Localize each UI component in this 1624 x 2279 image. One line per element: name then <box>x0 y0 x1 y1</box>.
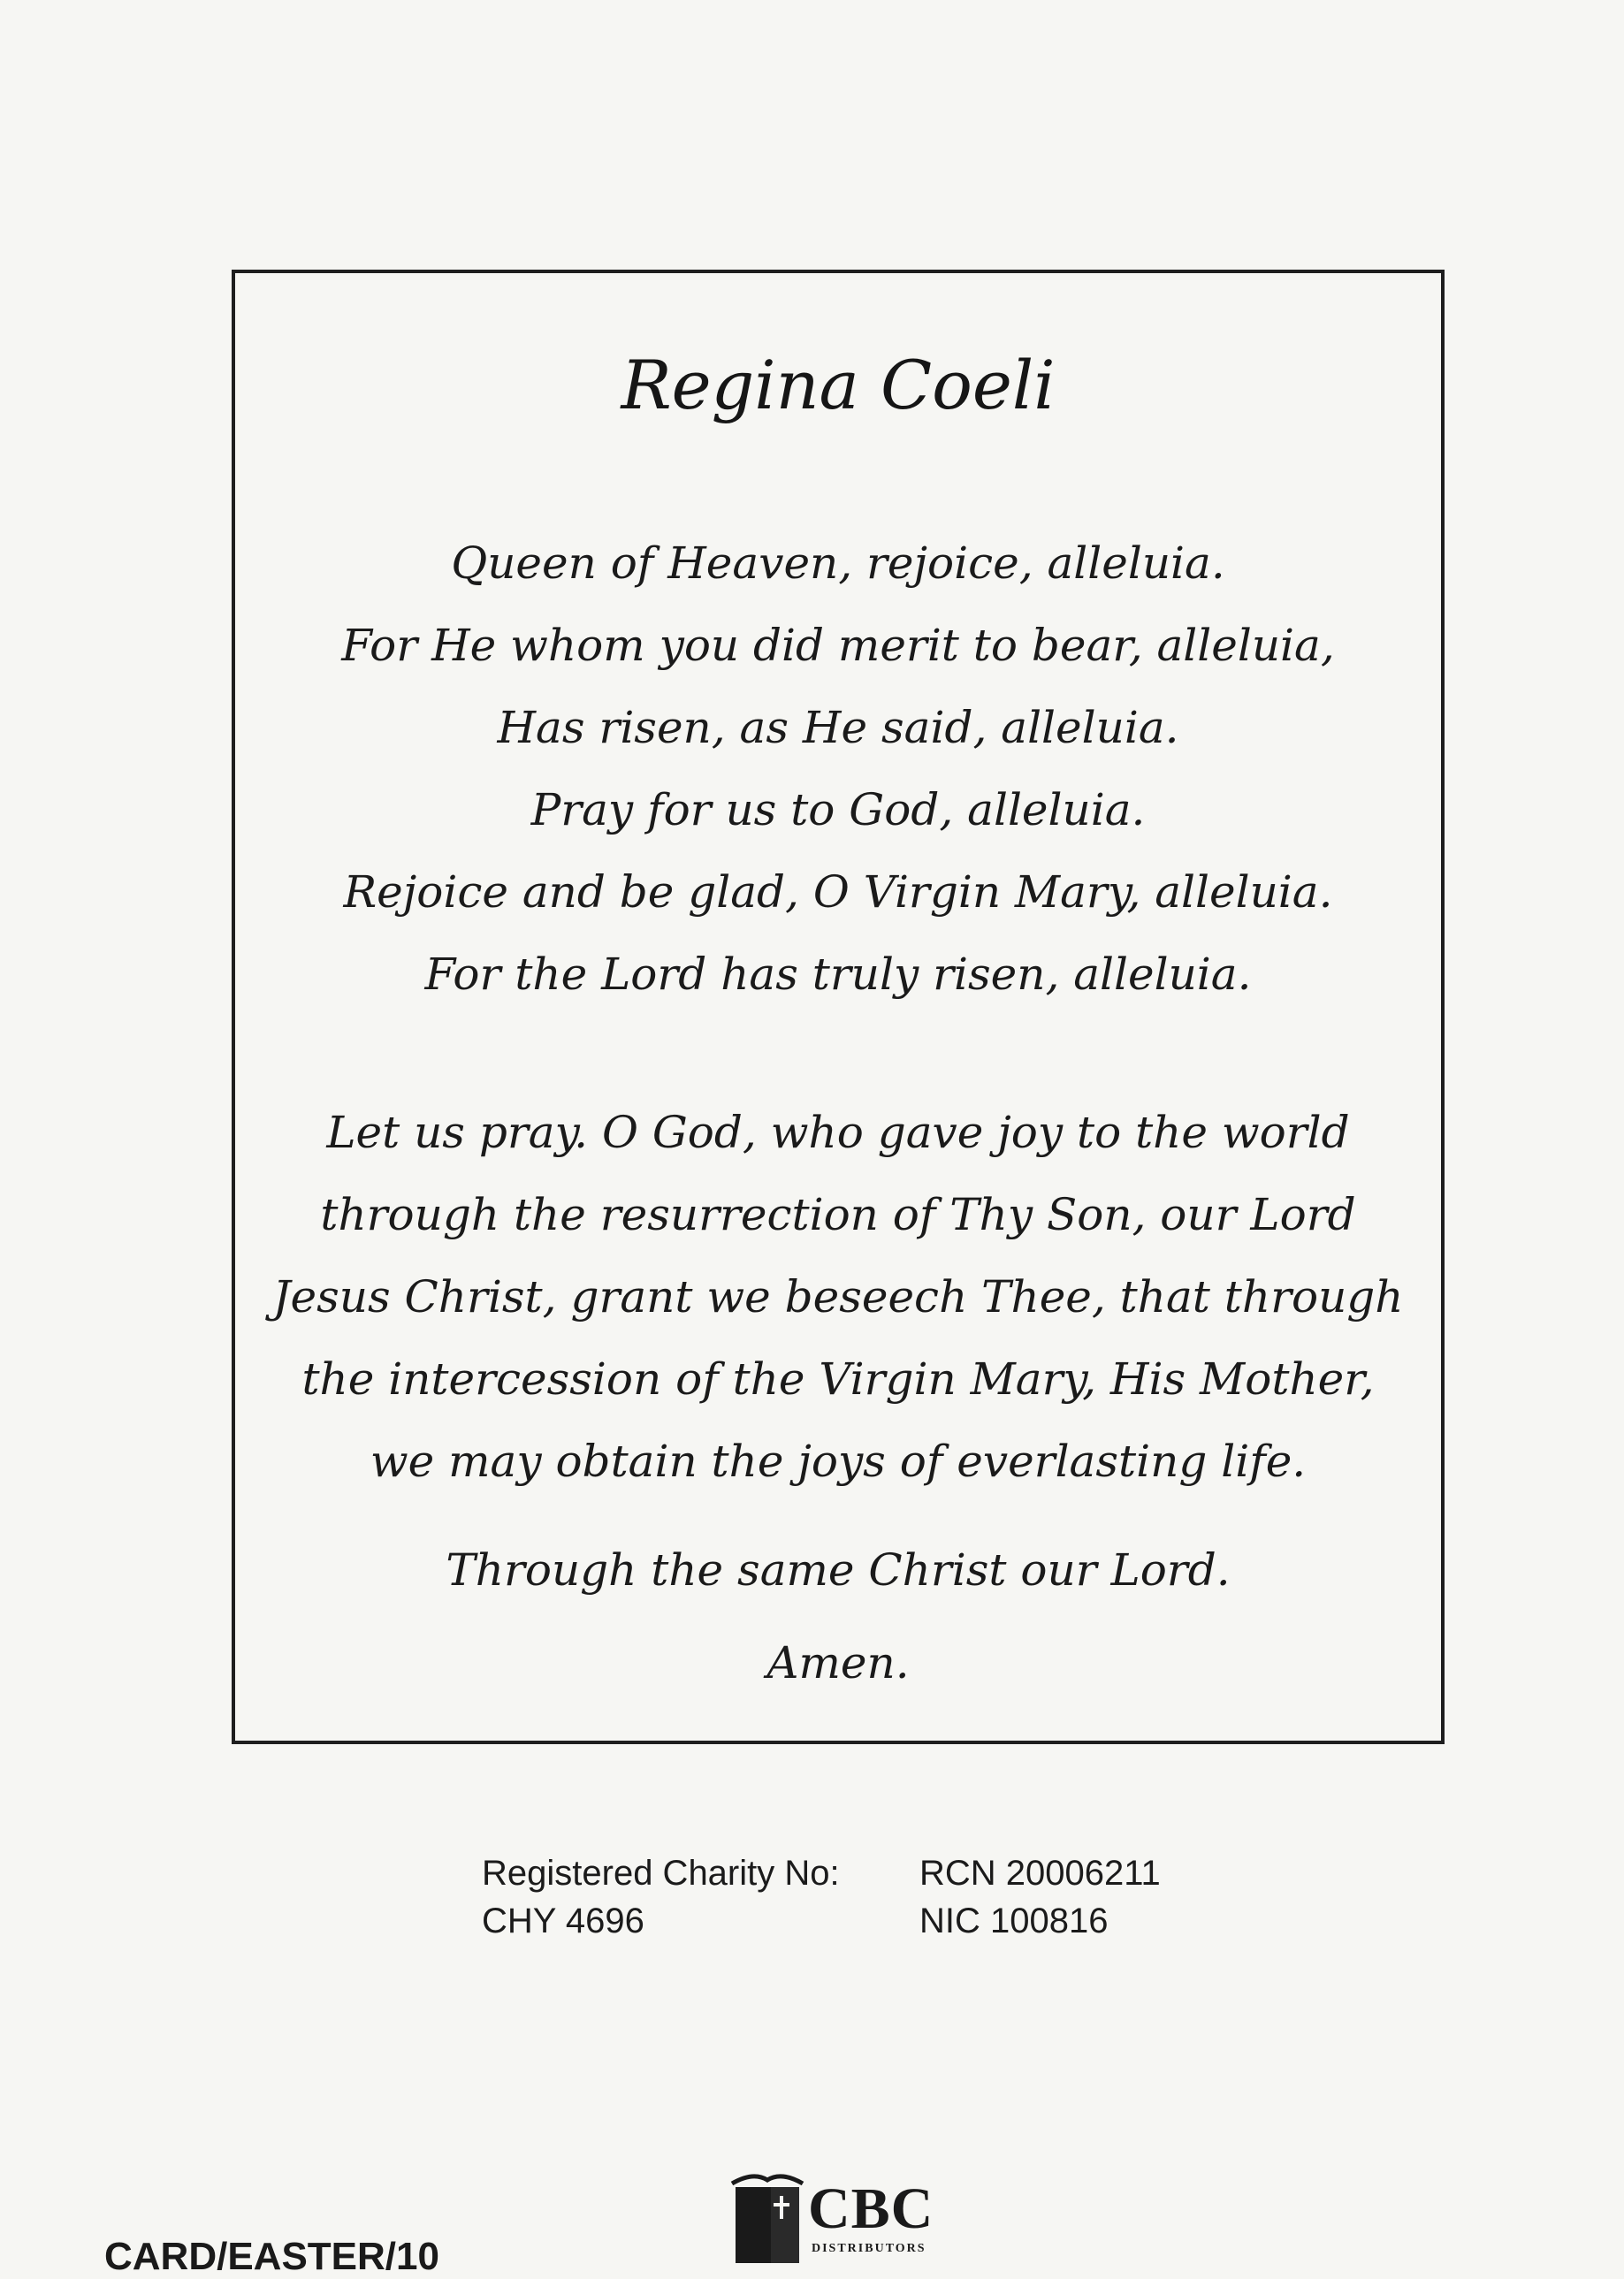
collect-line: we may obtain the joys of everlasting life. <box>370 1436 1307 1487</box>
verse-line: Rejoice and be glad, O Virgin Mary, alleluia. <box>343 866 1333 918</box>
verse-line: For He whom you did merit to bear, alleluia, <box>341 620 1335 671</box>
verse-line: Pray for us to God, alleluia. <box>530 784 1146 835</box>
charity-info <box>482 1849 1161 1945</box>
charity-nic: NIC 100816 <box>919 1902 1109 1940</box>
verse-line: Has risen, as He said, alleluia. <box>497 702 1179 753</box>
collect-line: the intercession of the Virgin Mary, His Mother, <box>301 1353 1375 1405</box>
collect-line: Jesus Christ, grant we beseech Thee, that through <box>272 1271 1404 1322</box>
charity-rcn: RCN 20006211 <box>919 1854 1161 1893</box>
charity-row <box>482 1849 1161 1897</box>
book-cross-icon <box>727 2168 806 2263</box>
collect-line: Let us pray. O God, who gave joy to the world <box>326 1107 1350 1158</box>
verse-block <box>235 522 1441 1016</box>
logo-text: CBC <box>808 2176 934 2241</box>
prayer-title: Regina Coeli <box>621 346 1056 424</box>
cbc-logo <box>727 2168 957 2263</box>
closing-line: Through the same Christ our Lord. <box>446 1544 1231 1596</box>
collect-line: through the resurrection of Thy Son, our Lord <box>320 1189 1356 1240</box>
charity-row <box>482 1897 1109 1945</box>
verse-line: For the Lord has truly risen, alleluia. <box>424 949 1252 1000</box>
prayer-frame <box>232 270 1445 1744</box>
charity-chy: CHY 4696 <box>482 1902 644 1940</box>
collect-block <box>235 1092 1441 1503</box>
amen-line: Amen. <box>766 1637 910 1688</box>
card-code: CARD/EASTER/10 <box>104 2235 439 2278</box>
verse-line: Queen of Heaven, rejoice, alleluia. <box>451 537 1225 589</box>
logo-subtext: DISTRIBUTORS <box>812 2242 926 2255</box>
charity-label: Registered Charity No: <box>482 1854 840 1893</box>
